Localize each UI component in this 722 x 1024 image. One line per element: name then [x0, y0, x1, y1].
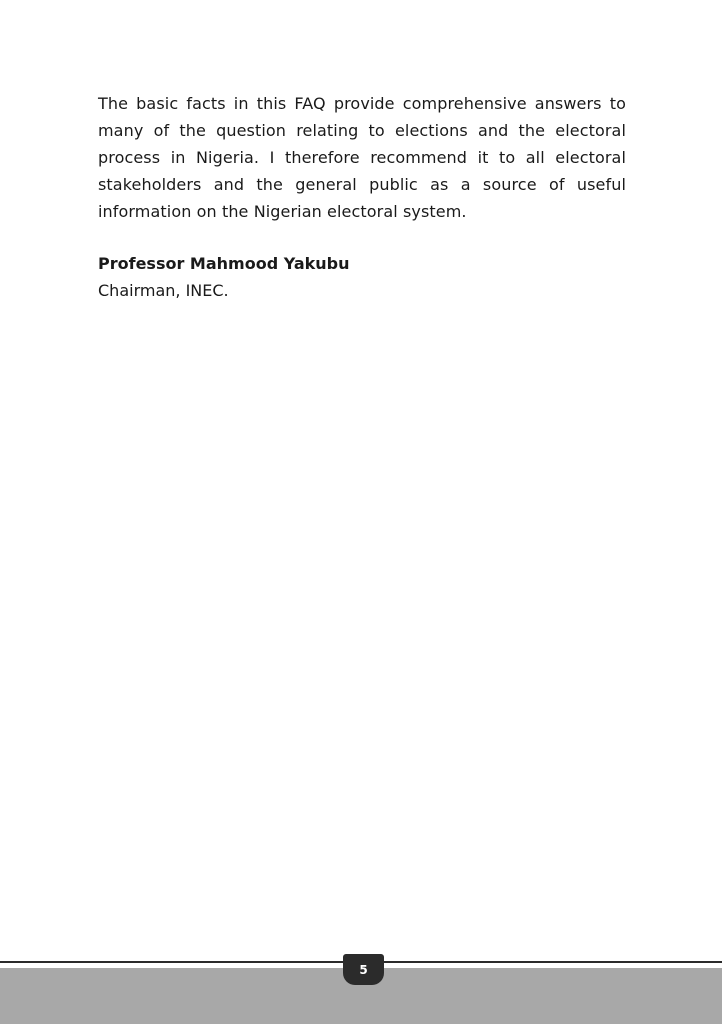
signature-block [98, 250, 626, 304]
page-number: 5 [343, 954, 384, 985]
body-paragraph: The basic facts in this FAQ provide comprehensive answers to many of the question relating to elections and the electoral process in Nigeria. I therefore recommend it to all electoral stakeholders and the general public as a source of useful information on the Nigerian electoral system. [98, 94, 626, 221]
main-content [98, 90, 626, 304]
signatory-name: Professor Mahmood Yakubu [98, 254, 350, 273]
signatory-title: Chairman, INEC. [98, 281, 229, 300]
